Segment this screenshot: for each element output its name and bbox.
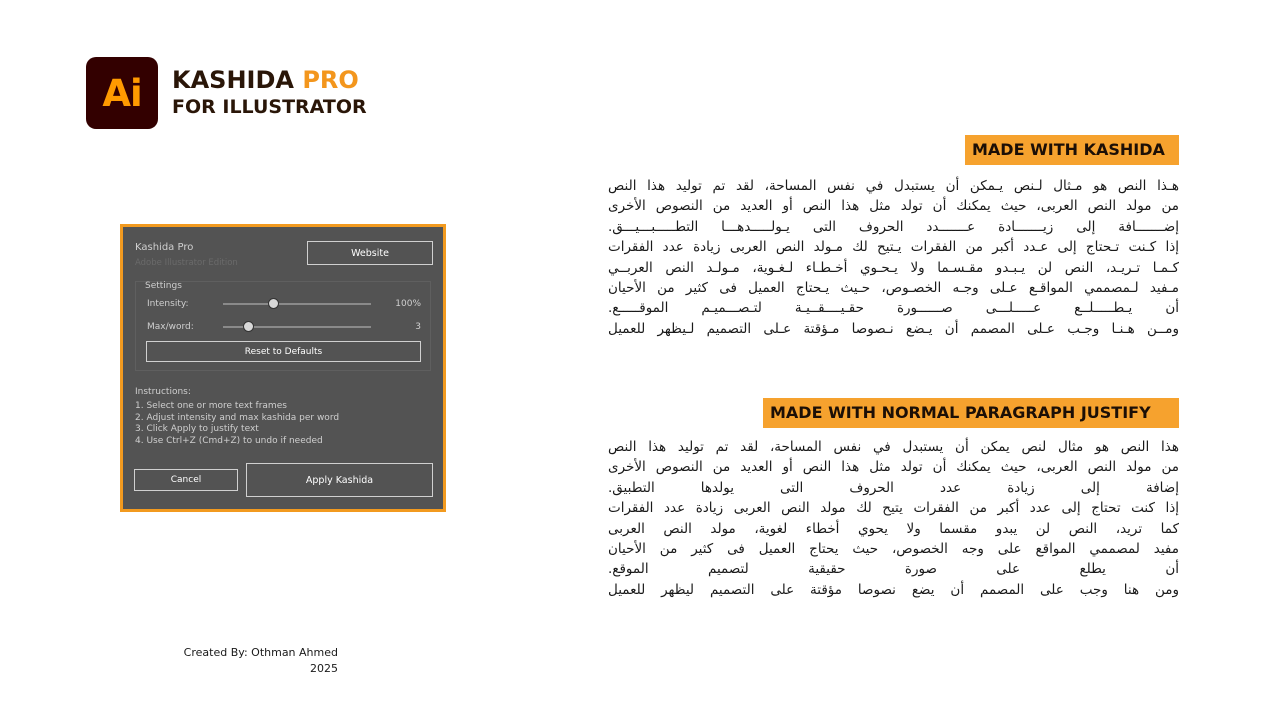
normal-justify-paragraph bbox=[608, 437, 1179, 600]
paragraph-line: هذا النص هو مثال لنص يمكن أن يستبدل في نفس المساحة، لقد تم توليد هذا النص bbox=[608, 439, 1179, 455]
paragraph-line: إضافة إلى زيادة عدد الحروف التى يولدها التطبيق. bbox=[608, 479, 1179, 496]
instructions-title: Instructions: bbox=[135, 387, 191, 397]
website-button[interactable]: Website bbox=[307, 241, 433, 265]
brand-title-main: KASHIDA bbox=[172, 66, 294, 94]
settings-label: Settings bbox=[145, 281, 182, 291]
paragraph-line: هـذا النص هو مـثال لـنص يـمكن أن يستبدل في نفس المساحة، لقد تم توليد هذا النص bbox=[608, 178, 1179, 194]
maxword-value: 3 bbox=[415, 322, 421, 332]
paragraph-line: كـمـا تـريـد، النص لن يـبـدو مقـسـما ولا يـحـوي أخـطـاء لـغـوية، مـولـد النص العربــي bbox=[608, 259, 1179, 276]
reset-defaults-button[interactable]: Reset to Defaults bbox=[146, 341, 421, 362]
panel-title: Kashida Pro bbox=[135, 242, 194, 253]
logo-text: Ai bbox=[102, 71, 142, 115]
credit-block bbox=[173, 645, 338, 677]
intensity-value: 100% bbox=[395, 299, 421, 309]
heading-made-with-kashida: MADE WITH KASHIDA bbox=[965, 135, 1179, 165]
paragraph-line: إذا كنت تحتاج إلى عدد أكبر من الفقرات يتيح لك مولد النص العربى زيادة عدد الفقرات bbox=[608, 500, 1179, 517]
paragraph-line: كما تريد، النص لن يبدو مقسما ولا يحوي أخطاء لغوية، مولد النص العربى bbox=[608, 520, 1179, 537]
illustrator-logo bbox=[86, 57, 158, 129]
kashida-plugin-panel bbox=[120, 224, 446, 512]
credit-author: Created By: Othman Ahmed bbox=[183, 646, 338, 659]
maxword-label: Max/word: bbox=[147, 322, 194, 332]
instructions-list bbox=[135, 401, 339, 447]
paragraph-line: أن يـطـــــلــع عـــــلـــى صــــــورة حقـيــــقــيـة لتـصـــميـم الموقـــــع. bbox=[608, 300, 1179, 317]
paragraph-line: إذا كـنت تـحتاج إلى عـدد أكبر من الفقرات يـتيح لك مـولد النص العربى زيادة عدد الفقرات bbox=[608, 239, 1179, 256]
instruction-item: 4. Use Ctrl+Z (Cmd+Z) to undo if needed bbox=[135, 435, 323, 446]
credit-year: 2025 bbox=[310, 662, 338, 675]
intensity-label: Intensity: bbox=[147, 299, 189, 309]
paragraph-line: إضـــــــافة إلى زيـــــــادة عـــــــدد الحروف التى يـولـــــدهـــا التطـــــبـــيـــق. bbox=[608, 218, 1179, 235]
paragraph-line: من مولد النص العربى، حيث يمكنك أن تولد مثل هذا النص أو العديد من النصوص الأخرى bbox=[608, 459, 1179, 476]
paragraph-line: ومــن هـنـا وجـب عـلى المصمم أن يـضع نـصوصا مـؤقتة عـلى التصميم لـيظهر للعميل bbox=[608, 320, 1179, 337]
heading-normal-justify: MADE WITH NORMAL PARAGRAPH JUSTIFY bbox=[763, 398, 1179, 428]
paragraph-line: أن يطلع على صورة حقيقية لتصميم الموقع. bbox=[608, 561, 1179, 578]
intensity-slider[interactable] bbox=[223, 303, 371, 305]
kashida-paragraph bbox=[608, 176, 1179, 339]
brand-title-accent: PRO bbox=[302, 66, 359, 94]
panel-subtitle: Adobe Illustrator Edition bbox=[135, 258, 238, 268]
instruction-item: 3. Click Apply to justify text bbox=[135, 424, 259, 434]
brand-title bbox=[172, 66, 367, 120]
paragraph-line: ومن هنا وجب على المصمم أن يضع نصوصا مؤقتة على التصميم ليظهر للعميل bbox=[608, 581, 1179, 598]
apply-kashida-button[interactable]: Apply Kashida bbox=[246, 463, 433, 497]
instruction-item: 1. Select one or more text frames bbox=[135, 401, 287, 411]
instruction-item: 2. Adjust intensity and max kashida per word bbox=[135, 412, 340, 423]
paragraph-line: مـفيد لـمصممي المواقـع عـلى وجـه الخصـوص، حـيث يـحتاج العميل فى كثير من الأحيان bbox=[608, 280, 1179, 297]
brand-subtitle: FOR ILLUSTRATOR bbox=[172, 96, 367, 118]
paragraph-line: مفيد لمصممي المواقع على وجه الخصوص، حيث يحتاج العميل فى كثير من الأحيان bbox=[608, 541, 1179, 558]
maxword-slider[interactable] bbox=[223, 326, 371, 328]
brand-title-line bbox=[172, 66, 367, 94]
cancel-button[interactable]: Cancel bbox=[134, 469, 238, 491]
paragraph-line: من مولد النص العربى، حيث يمكنك أن تولد مثل هذا النص أو العديد من النصوص الأخرى bbox=[608, 198, 1179, 215]
